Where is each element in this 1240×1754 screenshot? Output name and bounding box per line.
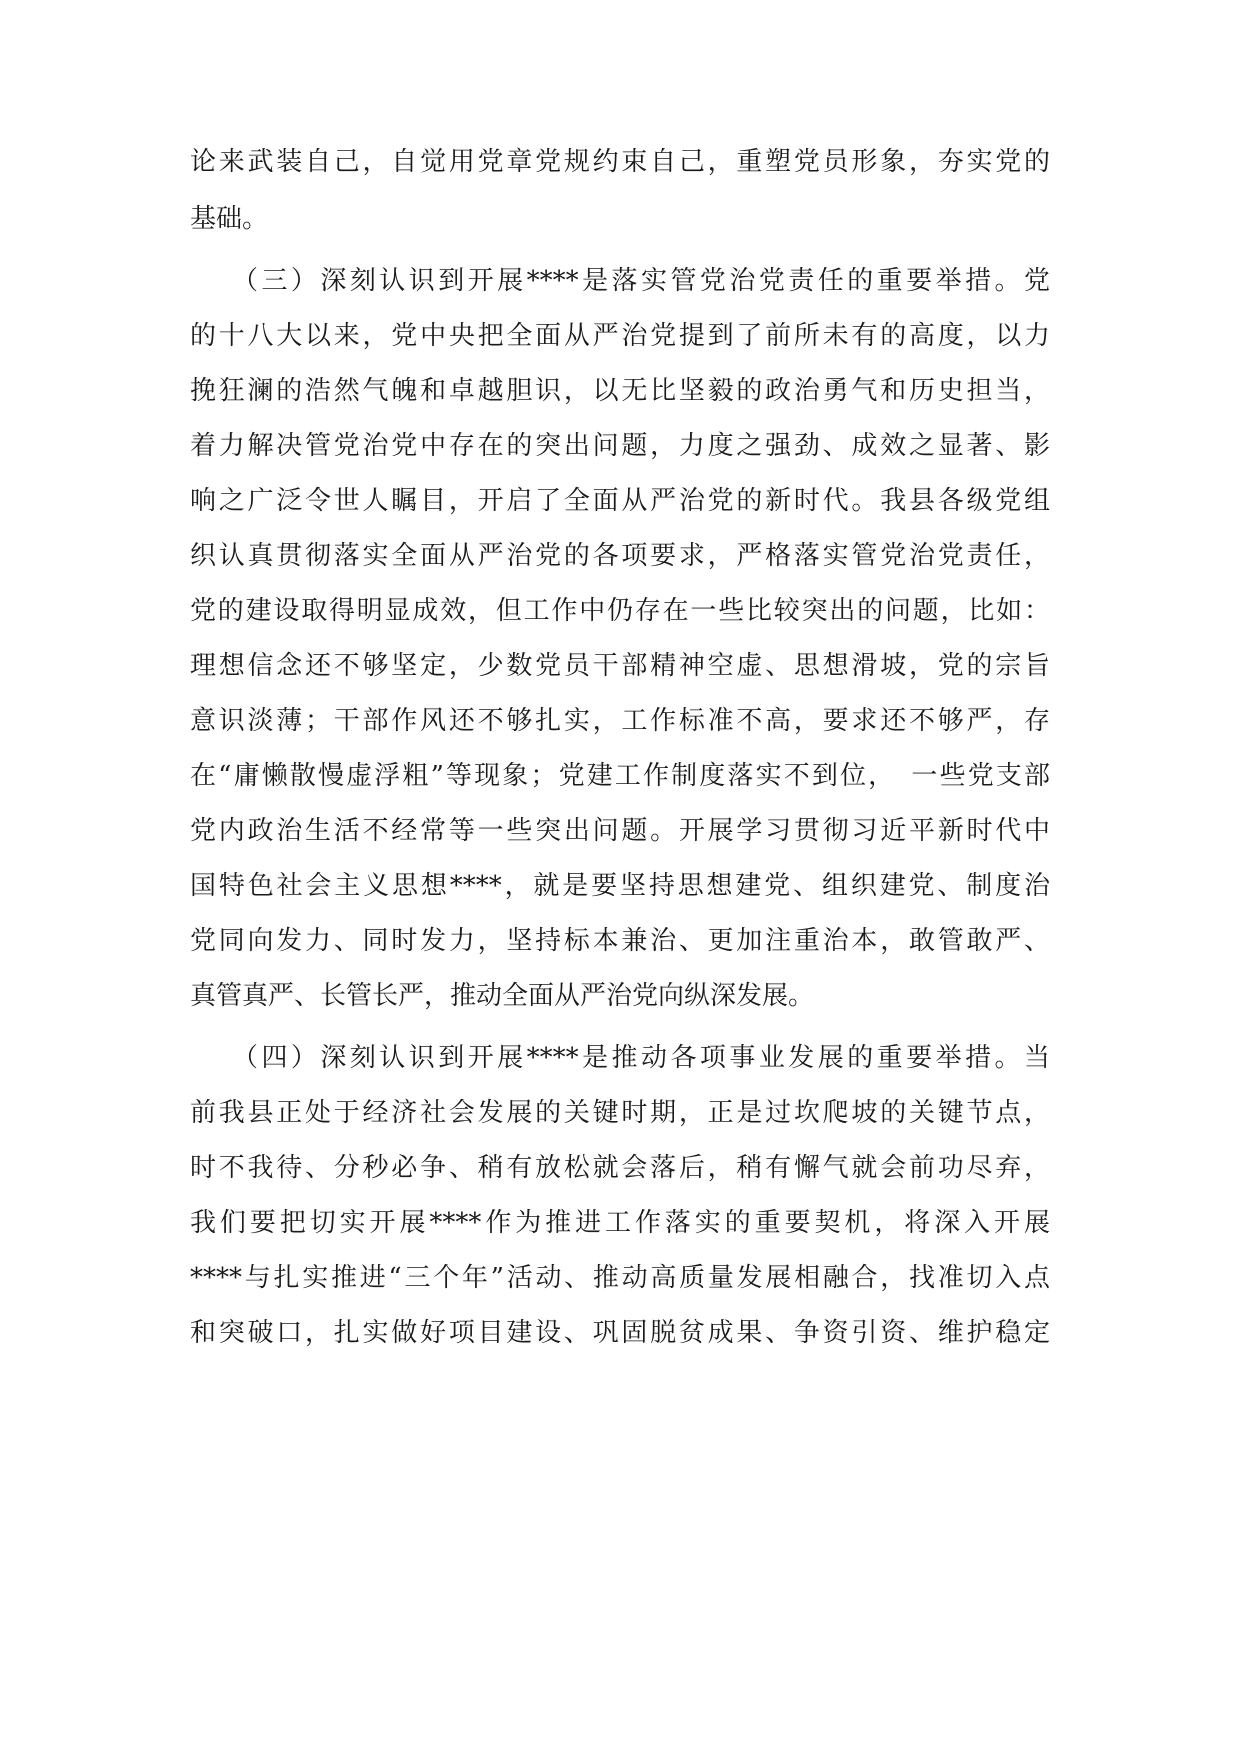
text-line: 响之广泛令世人瞩目，开启了全面从严治党的新时代。我县各级党组 (190, 486, 1050, 516)
text-line: 我们要把切实开展****作为推进工作落实的重要契机，将深入开展 (190, 1208, 1050, 1238)
paragraph-heading-4: （四）深刻认识到开展****是推动各项事业发展的重要举措。当 (232, 1043, 1050, 1073)
text-line: 党内政治生活不经常等一些突出问题。开展学习贯彻习近平新时代中 (190, 816, 1050, 846)
text-line: 前我县正处于经济社会发展的关键时期，正是过坎爬坡的关键节点， (190, 1098, 1050, 1128)
text-line: 国特色社会主义思想****，就是要坚持思想建党、组织建党、制度治 (190, 871, 1050, 901)
text-line: 着力解决管党治党中存在的突出问题，力度之强劲、成效之显著、影 (190, 431, 1050, 461)
text-line: 的十八大以来，党中央把全面从严治党提到了前所未有的高度，以力 (190, 321, 1050, 351)
text-line: ****与扎实推进“三个年”活动、推动高质量发展相融合，找准切入点 (190, 1263, 1050, 1293)
text-line: 挽狂澜的浩然气魄和卓越胆识，以无比坚毅的政治勇气和历史担当， (190, 376, 1050, 406)
text-line: 织认真贯彻落实全面从严治党的各项要求，严格落实管党治党责任， (190, 541, 1050, 571)
text-line: 理想信念还不够坚定，少数党员干部精神空虚、思想滑坡，党的宗旨 (190, 651, 1050, 681)
text-line: 论来武装自己，自觉用党章党规约束自己，重塑党员形象，夯实党的 (190, 147, 1050, 177)
text-line: 基础。 (190, 204, 269, 234)
text-line: 党同向发力、同时发力，坚持标本兼治、更加注重治本，敢管敢严、 (190, 926, 1050, 956)
text-line: 时不我待、分秒必争、稍有放松就会落后，稍有懈气就会前功尽弃， (190, 1153, 1050, 1183)
text-line: 在“庸懒散慢虚浮粗”等现象；党建工作制度落实不到位， 一些党支部 (190, 761, 1050, 791)
text-line: 党的建设取得明显成效，但工作中仍存在一些比较突出的问题，比如： (190, 596, 1050, 626)
text-line: 意识淡薄；干部作风还不够扎实，工作标准不高，要求还不够严，存 (190, 706, 1050, 736)
text-line: 真管真严、长管长严，推动全面从严治党向纵深发展。 (190, 981, 815, 1011)
text-line: 和突破口，扎实做好项目建设、巩固脱贫成果、争资引资、维护稳定 (190, 1318, 1050, 1348)
paragraph-heading-3: （三）深刻认识到开展****是落实管党治党责任的重要举措。党 (232, 266, 1050, 296)
